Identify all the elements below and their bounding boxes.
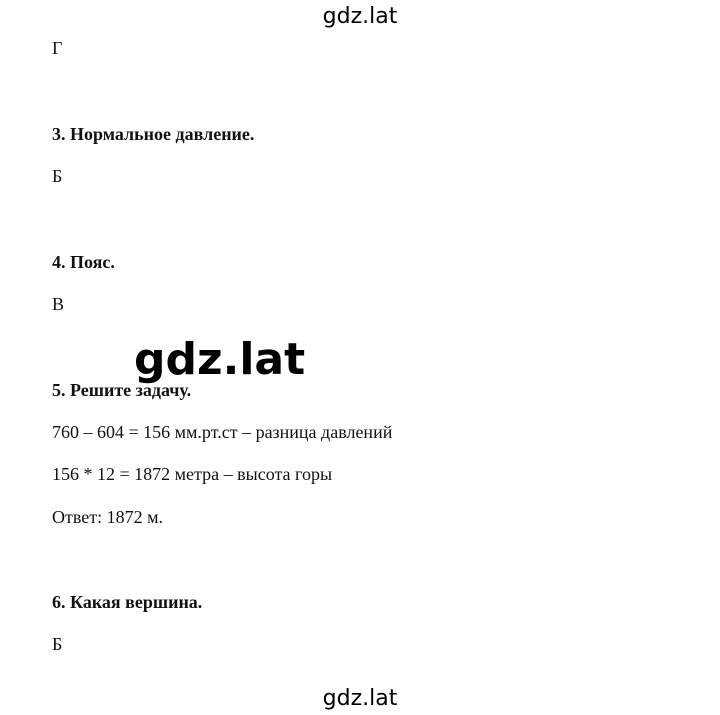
question-3-heading: 3. Нормальное давление. — [52, 124, 255, 144]
watermark-bottom: gdz.lat — [322, 686, 398, 711]
solution-line-1: 760 – 604 = 156 мм.рт.ст – разница давлений — [52, 422, 393, 442]
question-6-heading: 6. Какая вершина. — [52, 592, 203, 612]
question-5-heading: 5. Решите задачу. — [52, 380, 192, 400]
answer-2: Г — [52, 38, 63, 58]
answer-5: Ответ: 1872 м. — [52, 507, 164, 527]
answer-6: Б — [52, 634, 63, 654]
answer-4: В — [52, 294, 65, 314]
answer-3: Б — [52, 166, 63, 186]
solution-line-2: 156 * 12 = 1872 метра – высота горы — [52, 464, 333, 484]
question-4-heading: 4. Пояс. — [52, 252, 115, 272]
watermark-middle: gdz.lat — [134, 334, 306, 385]
watermark-top: gdz.lat — [322, 4, 398, 29]
